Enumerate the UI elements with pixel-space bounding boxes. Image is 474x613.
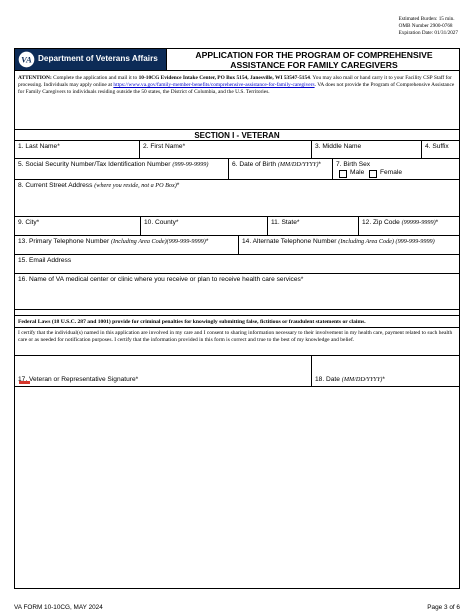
female-label: Female bbox=[380, 169, 402, 176]
department-name: Department of Veterans Affairs bbox=[38, 54, 158, 63]
male-label: Male bbox=[350, 169, 365, 176]
primary-phone-field[interactable]: 13. Primary Telephone Number (Including Area Code)(999-999-9999)* bbox=[18, 238, 209, 245]
male-checkbox[interactable] bbox=[339, 170, 347, 178]
signature-row bbox=[15, 355, 459, 387]
identity-row bbox=[15, 159, 459, 180]
birth-sex-field: 7. Birth Sex Male Female bbox=[332, 159, 461, 179]
page-number: Page 3 of 6 bbox=[427, 604, 460, 611]
section-header bbox=[15, 129, 459, 141]
signature-field[interactable]: 17. Veteran or Representative Signature* bbox=[18, 376, 139, 383]
zip-code-field[interactable]: 12. Zip Code (99999-9999)* bbox=[358, 217, 461, 235]
date-field[interactable]: 18. Date (MM/DD/YYYY)* bbox=[311, 356, 461, 386]
phone-row bbox=[15, 236, 459, 255]
va-medical-center-field[interactable]: 16. Name of VA medical center or clinic where you receive or plan to receive health care services* bbox=[18, 276, 304, 283]
omb-number: OMB Number 2900-0768 bbox=[398, 23, 453, 29]
form-page bbox=[14, 48, 460, 589]
form-title: APPLICATION FOR THE PROGRAM OF COMPREHENSIVE ASSISTANCE FOR FAMILY CAREGIVERS bbox=[195, 50, 433, 70]
svg-text:VA: VA bbox=[21, 54, 32, 65]
city-field[interactable]: 9. City* bbox=[18, 219, 40, 226]
federal-law-notice: Federal Laws (18 U.S.C. 287 and 1001) provide for criminal penalties for knowingly submitting false, fictitious or fraudulent statements or claims. bbox=[18, 319, 366, 325]
va-center-row bbox=[15, 274, 459, 310]
location-row bbox=[15, 217, 459, 236]
state-field[interactable]: 11. State* bbox=[267, 217, 358, 235]
last-name-field[interactable]: 1. Last Name* bbox=[18, 143, 60, 150]
ssn-field[interactable]: 5. Social Security Number/Tax Identification Number (999-99-9999) bbox=[18, 161, 209, 168]
certification-statement: I certify that the individual(s) named in this application are involved in my care and I consent to sharing information necessary to their involvement in my health care, payment related to such health care or as needed for notification purposes. I certify that the information provided in this form is correct and true to the best of my knowledge and belief. bbox=[18, 330, 453, 344]
va-seal-icon bbox=[18, 51, 35, 68]
county-field[interactable]: 10. County* bbox=[140, 217, 267, 235]
first-name-field[interactable]: 2. First Name* bbox=[139, 141, 311, 158]
va-logo-banner bbox=[15, 49, 166, 70]
section-title: SECTION I - VETERAN bbox=[194, 131, 280, 140]
suffix-field[interactable]: 4. Suffix bbox=[421, 141, 461, 158]
expiration-date: Expiration Date: 01/31/2027 bbox=[398, 30, 458, 36]
form-id: VA FORM 10-10CG, MAY 2024 bbox=[14, 604, 103, 611]
alternate-phone-field[interactable]: 14. Alternate Telephone Number (Including Area Code) (999-999-9999) bbox=[238, 236, 461, 254]
burden-line: Estimated Burden: 15 min. bbox=[398, 16, 455, 22]
name-row bbox=[15, 141, 459, 159]
dob-field[interactable]: 6. Date of Birth (MM/DD/YYYY)* bbox=[228, 159, 332, 179]
attention-notice: ATTENTION: Complete the application and mail it to 10-10CG Evidence Intake Center, PO Box 5154, Janesville, WI 53547-5154. You may also mail or hand carry it to your Facility CSP Staff for processing. Individuals may apply online at https://www.va.gov/family-member-benefits/comprehensive-assistance-for-family-caregivers. VA does not provide the Program of Comprehensive Assistance for Family Caregivers to individuals residing outside the 50 states, the District of Columbia, and the U.S. Territories. bbox=[18, 75, 455, 95]
middle-name-field[interactable]: 3. Middle Name bbox=[311, 141, 421, 158]
form-header bbox=[15, 49, 459, 71]
email-field[interactable]: 15. Email Address bbox=[18, 257, 72, 264]
street-address-field[interactable]: 8. Current Street Address (where you reside, not a PO Box)* bbox=[18, 182, 180, 189]
street-row bbox=[15, 180, 459, 217]
federal-law-row bbox=[15, 315, 459, 328]
female-checkbox[interactable] bbox=[369, 170, 377, 178]
email-row bbox=[15, 255, 459, 274]
burden-info bbox=[399, 16, 458, 37]
online-application-link[interactable]: https://www.va.gov/family-member-benefits/comprehensive-assistance-for-family-caregivers bbox=[113, 82, 315, 88]
